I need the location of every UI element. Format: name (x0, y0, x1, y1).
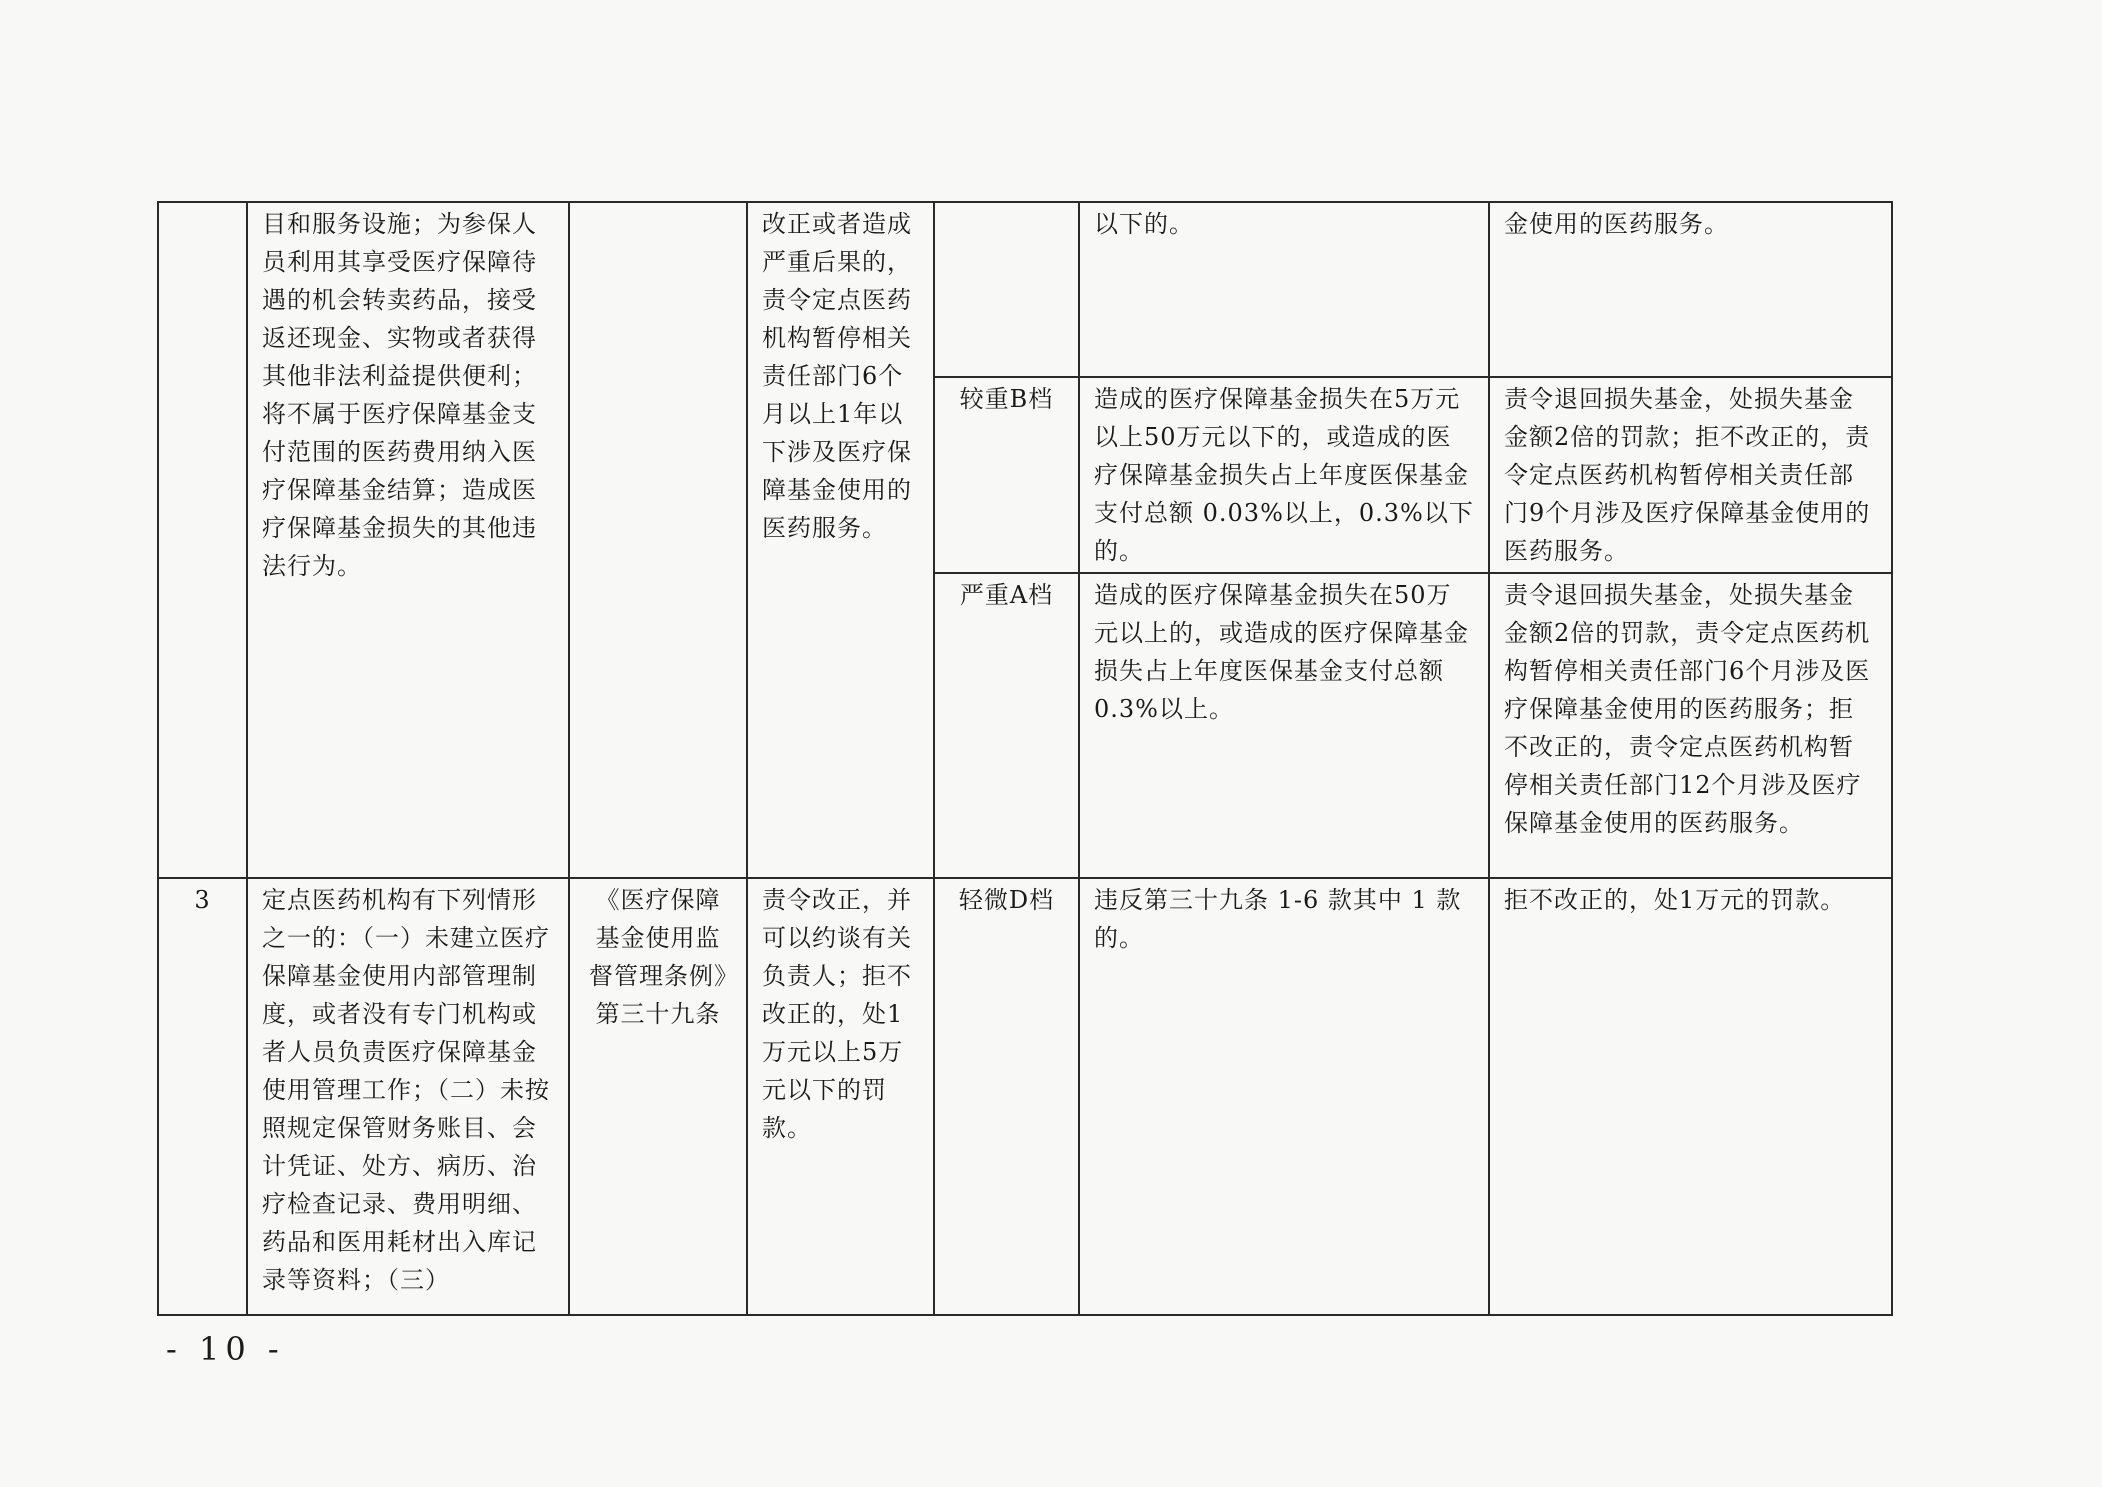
benchmark-cell: 拒不改正的，处1万元的罚款。 (1489, 878, 1892, 1315)
violation-condition-cell: 目和服务设施；为参保人员利用其享受医疗保障待遇的机会转卖药品，接受返还现金、实物或者获得其他非法利益提供便利；将不属于医疗保障基金支付范围的医药费用纳入医疗保障基金结算；造成医疗保障基金损失的其他违法行为。 (247, 202, 569, 878)
legal-basis-cell (569, 202, 747, 878)
serial-number-cell: 3 (158, 878, 247, 1315)
page-number: - 10 - (166, 1330, 285, 1368)
benchmark-cell: 金使用的医药服务。 (1489, 202, 1892, 377)
legal-basis-cell: 《医疗保障基金使用监督管理条例》第三十九条 (569, 878, 747, 1315)
level-cell: 严重A档 (934, 573, 1079, 878)
level-cell: 轻微D档 (934, 878, 1079, 1315)
benchmark-cell: 责令退回损失基金，处损失基金金额2倍的罚款，责令定点医药机构暂停相关责任部门6个月涉及医疗保障基金使用的医药服务；拒不改正的，责令定点医药机构暂停相关责任部门12个月涉及医疗保障基金使用的医药服务。 (1489, 573, 1892, 878)
violation-condition-cell: 定点医药机构有下列情形之一的：（一）未建立医疗保障基金使用内部管理制度，或者没有专门机构或者人员负责医疗保障基金使用管理工作；（二）未按照规定保管财务账目、会计凭证、处方、病历、治疗检查记录、费用明细、药品和医用耗材出入库记录等资料；（三） (247, 878, 569, 1315)
penalty-provision-cell: 责令改正，并可以约谈有关负责人；拒不改正的，处1万元以上5万元以下的罚款。 (747, 878, 934, 1315)
level-cell (934, 202, 1079, 377)
standard-cell: 违反第三十九条 1-6 款其中 1 款的。 (1079, 878, 1489, 1315)
table-row (158, 202, 1892, 377)
benchmark-cell: 责令退回损失基金，处损失基金金额2倍的罚款；拒不改正的，责令定点医药机构暂停相关责任部门9个月涉及医疗保障基金使用的医药服务。 (1489, 377, 1892, 573)
penalty-provision-cell: 改正或者造成严重后果的，责令定点医药机构暂停相关责任部门6个月以上1年以下涉及医疗保障基金使用的医药服务。 (747, 202, 934, 878)
standard-cell: 造成的医疗保障基金损失在5万元以上50万元以下的，或造成的医疗保障基金损失占上年度医保基金支付总额 0.03%以上，0.3%以下的。 (1079, 377, 1489, 573)
table-row (158, 878, 1892, 1315)
standard-cell: 以下的。 (1079, 202, 1489, 377)
serial-number-cell (158, 202, 247, 878)
standard-cell: 造成的医疗保障基金损失在50万元以上的，或造成的医疗保障基金损失占上年度医保基金支付总额 0.3%以上。 (1079, 573, 1489, 878)
level-cell: 较重B档 (934, 377, 1079, 573)
penalty-discretion-table (157, 201, 1893, 1316)
